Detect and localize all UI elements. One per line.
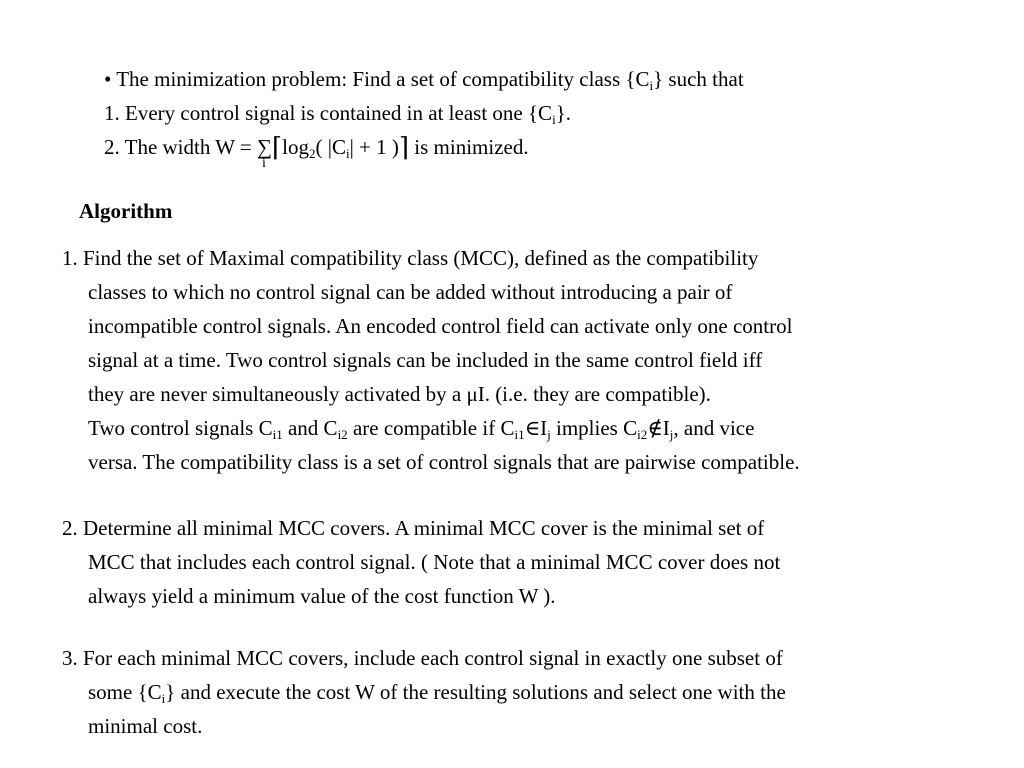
text-fragment: implies C [550,416,638,440]
summation-symbol [257,135,272,171]
subscript: i [345,146,350,161]
step1-line-1: 1. Find the set of Maximal compatibility class (MCC), defined as the compatibility [62,246,759,270]
problem-line-3 [104,133,529,171]
cardinality-close: | + 1 ) [349,135,399,159]
log-base: 2 [309,146,316,161]
step3-line-2 [88,680,786,706]
ceiling-left: ⌈ [272,133,283,162]
step2-line-1: 2. Determine all minimal MCC covers. A minimal MCC cover is the minimal set of [62,516,765,540]
problem-line-2-suffix: }. [555,101,572,125]
subscript: i [552,112,556,127]
text-fragment: some {C [88,680,162,704]
algorithm-heading: Algorithm [79,199,173,223]
summation-index: i [262,156,266,171]
subscript: i [649,78,654,93]
text-fragment: } and execute the cost W of the resulting solutions and select one with the [165,680,786,704]
element-of-fragment: ∈I [524,416,548,440]
subscript: i1 [272,427,283,442]
step2-line-2: MCC that includes each control signal. ( Note that a minimal MCC cover does not [88,550,781,574]
subscript: i2 [637,427,648,442]
step1-line-7: versa. The compatibility class is a set of control signals that are pairwise compatible. [88,450,800,474]
subscript: j [669,427,674,442]
step2-line-3: always yield a minimum value of the cost function W ). [88,584,556,608]
step1-line-5: they are never simultaneously activated by a μI. (i.e. they are compatible). [88,382,711,406]
problem-line-1 [104,67,744,93]
problem-line-2-text: 1. Every control signal is contained in at least one {C [104,101,553,125]
text-fragment: and C [282,416,338,440]
step3-line-3: minimal cost. [88,714,203,738]
step1-line-2: classes to which no control signal can be added without introducing a pair of [88,280,733,304]
step3-line-1: 3. For each minimal MCC covers, include each control signal in exactly one subset of [62,646,783,670]
problem-line-3-suffix: is minimized. [414,135,529,159]
problem-line-1-suffix: } such that [653,67,744,91]
width-formula-label: 2. The width W = [104,135,258,159]
text-fragment: are compatible if C [347,416,515,440]
subscript: i [161,691,166,706]
problem-line-2 [104,101,572,127]
text-fragment: , and vice [673,416,755,440]
subscript: i2 [337,427,348,442]
log-text: log [282,135,309,159]
step1-line-6 [88,416,755,442]
sigma-glyph: ∑ [257,135,272,159]
cardinality-open: ( |C [315,135,346,159]
subscript: j [547,427,551,442]
subscript: i1 [514,427,525,442]
ceiling-right: ⌉ [398,133,410,162]
text-fragment: Two control signals C [88,416,273,440]
step1-line-3: incompatible control signals. An encoded control field can activate only one control [88,314,793,338]
not-element-of-fragment: ∉I [647,416,670,440]
step1-line-4: signal at a time. Two control signals can be included in the same control field iff [88,348,763,372]
problem-line-1-text: • The minimization problem: Find a set of compatibility class {C [104,67,650,91]
